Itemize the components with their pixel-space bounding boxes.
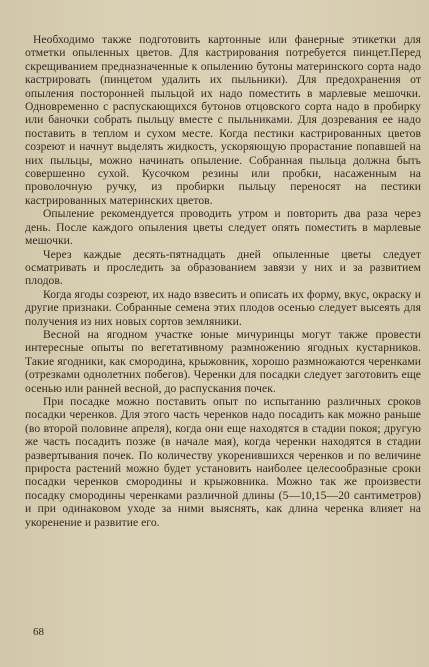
page-body-text [25, 33, 421, 529]
page-number: 68 [33, 626, 44, 638]
paragraph-pollination-timing: Опыление рекомендуется проводить утром и повторить два раза через день. После каждого опыления цветы следует опять поместить в марлевые мешочки. [25, 207, 421, 248]
paragraph-berries-seeds: Когда ягоды созреют, их надо взвесить и описать их форму, вкус, окраску и другие признаки. Собранные семена этих плодов осенью следует высеять для получения из них новых сортов земляники. [25, 287, 421, 328]
paragraph-planting-experiment: При посадке можно поставить опыт по испытанию различных сроков посадки черенков. Для этого часть черенков надо посадить как можно раньше (во второй половине апреля), когда они еще находятся в стадии покоя; другую же часть посадить позже (в начале мая), когда черенки находятся в стадии развертывания почек. По количеству укоренившихся черенков и по величине прироста растений можно будет установить наиболее целесообразные сроки посадки черенков смородины и крыжовника. Можно так же произвести посадку смородины черенками различной длины (5—10,15—20 сантиметров) и при одинаковом уходе за ними выяснять, как длина черенка влияет на укоренение и развитие его. [25, 394, 421, 529]
paragraph-vegetative-propagation: Весной на ягодном участке юные мичуринцы могут также провести интересные опыты по вегетативному размножению ягодных кустарников. Такие ягодники, как смородина, крыжовник, хорошо размножаются черенками (отрезками однолетних побегов). Черенки для посадки следует заготовить еще осенью или ранней весной, до распускания почек. [25, 327, 421, 395]
paragraph-inspection: Через каждые десять-пятнадцать дней опыленные цветы следует осматривать и проследить за образованием завязи у них и за развитием плодов. [25, 247, 421, 288]
paragraph-pollination-prep: Необходимо также подготовить картонные или фанерные этикетки для отметки опыленных цветов. Для кастрирования потребуется пинцет.Перед скрещиванием предназначенные к опылению бутоны материнского сорта надо кастрировать (пинцетом удалить их пыльники). Для предохранения от опыления посторонней пыльцой их надо поместить в марлевые мешочки. Одновременно с распускающихся бутонов отцовского сорта надо в пробирку или баночки собрать пыльцу вместе с пыльниками. Для дозревания ее надо поставить в теплом и сухом месте. Когда пестики кастрированных цветов созреют и начнут выделять жидкость, ускоряющую прорастание попавшей на них пыльцы, можно начинать опыление. Собранная пыльца должна быть совершенно сухой. Кусочком резины или пробки, насаженным на проволочную ручку, из пробирки пыльцу переносят на пестики кастрированных материнских цветов. [25, 33, 421, 207]
